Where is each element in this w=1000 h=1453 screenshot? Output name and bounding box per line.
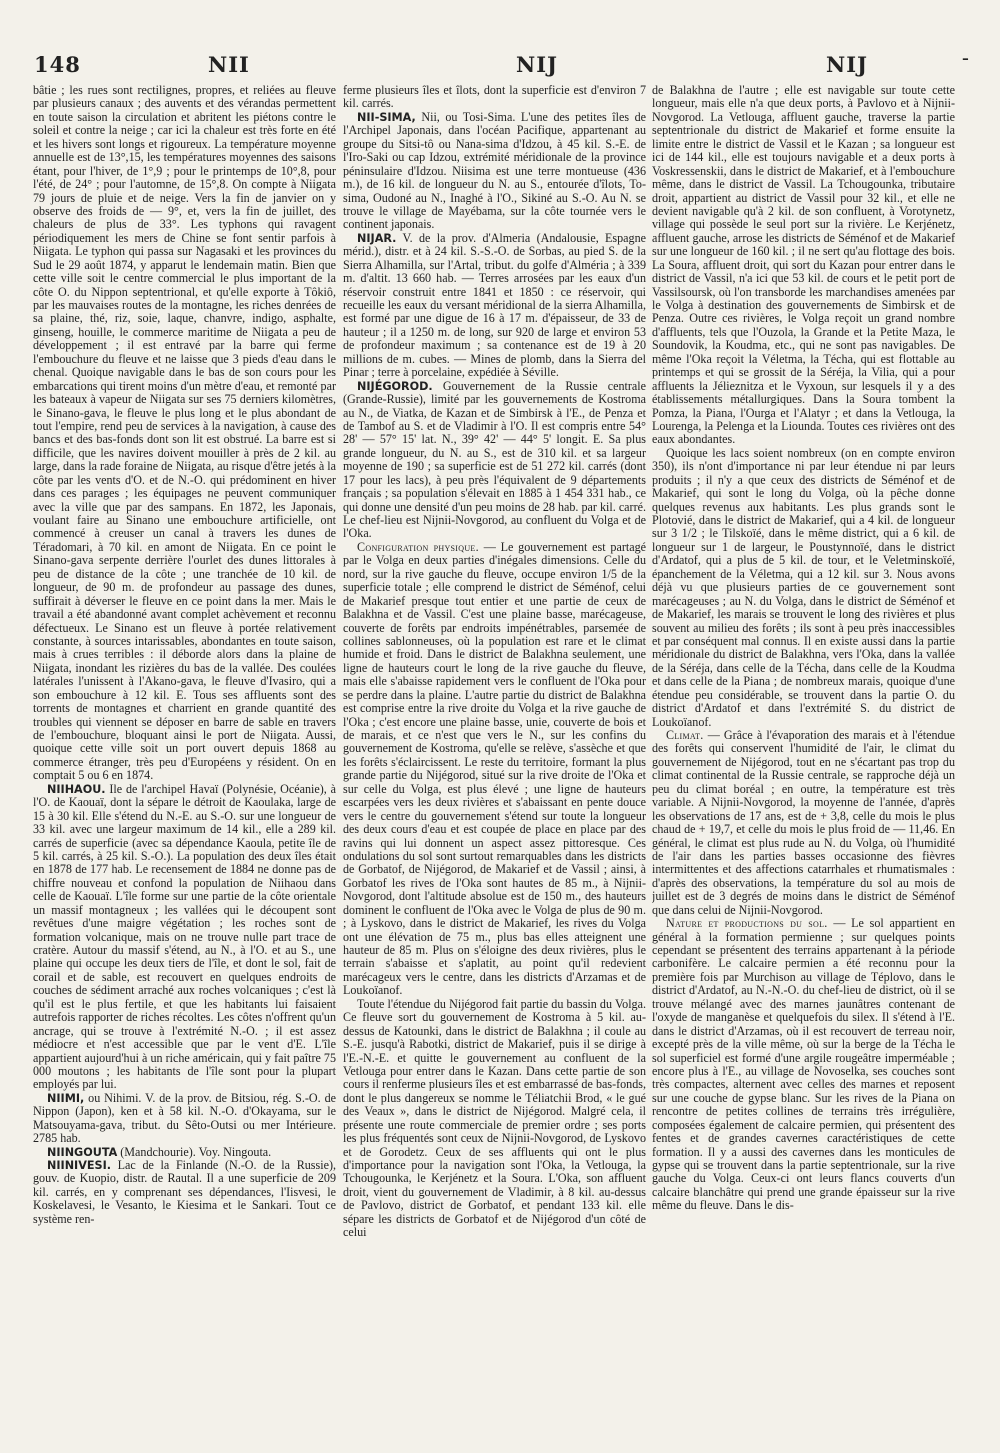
- section-heading: Climat.: [666, 728, 704, 742]
- corner-mark: -: [961, 46, 970, 70]
- running-head-right: NIJ: [826, 52, 868, 77]
- dictionary-entry: [652, 729, 955, 917]
- page-header: [30, 46, 972, 82]
- dictionary-entry: [33, 1159, 336, 1226]
- paragraph-text: — Le gouvernement est partagé par le Volga en deux parties d'inégales dimensions. Celle du nord, sur la rive gauche du fleuve, occupe environ 1/5 de la superficie totale ; elle comprend le district de Séménof, celui de Makarief presque tout entier et une partie de ceux de Balakhna et de Vassil. C'est une plaine basse, marécageuse, couverte de forêts par endroits impénétrables, parsemée de collines sablonneuses, où la population est rare et le climat humide et froid. Dans le district de Balakhna seulement, une ligne de hauteurs court le long de la rive gauche du fleuve, mais elle s'abaisse rapidement vers le confluent de l'Oka pour se perdre dans la plaine. L'autre partie du district de Balakhna est comprise entre la rive droite du Volga et la rive gauche de l'Oka ; c'est encore une plaine basse, unie, couverte de bois et de marais, et ce n'est que vers le N., sur les confins du gouvernement de Kostroma, qu'elle se relève, s'assèche et que les forêts s'éclaircissent. Le reste du territoire, formant la plus grande partie du Nijégorod, situé sur la rive droite de l'Oka et sur celle du Volga, est plus élevé ; une ligne de hauteurs escarpées vers les deux rivières et s'abaissant en pente douce vers le centre du gouvernement s'étend sur toute la longueur des deux cours d'eau et est coupée de place en place par des ravins qui lui donnent un aspect assez pittoresque. Ces ondulations du sol sont surtout remarquables dans les districts de Gorbatof, de Nijégorod, de Makarief et de Vassil ; ainsi, à Gorbatof les rives de l'Oka sont hautes de 85 m., à Nijnii-Novgorod, dont l'altitude absolue est de 150 m., des hauteurs dominent le confluent de l'Oka avec le Volga de plus de 90 m. ; à Lyskovo, dans le district de Makarief, les rives du Volga ont une élévation de 75 m., plus bas elles atteignent une hauteur de 85 m. Plus on s'éloigne des deux rivières, plus le terrain s'abaisse et s'aplatit, au point qu'il redevient marécageux vers le centre, dans les districts d'Arzamas et de Loukoïanof.: [343, 539, 646, 998]
- entry-headword: NIIHAOU.: [47, 782, 106, 796]
- paragraph-text: ferme plusieurs îles et îlots, dont la superficie est d'environ 7 kil. carrés.: [343, 84, 646, 111]
- section-heading: Configuration physique.: [357, 539, 479, 554]
- paragraph-text: (Mandchourie). Voy. Ningouta.: [117, 1144, 272, 1159]
- paragraph-text: Nii, ou Tosi-Sima. L'une des petites îles de l'Archipel Japonais, dans l'océan Pacifique, appartenant au groupe du Sitsi-tô ou Nana-sima d'Idzou, à 45 kil. S.-E. de l'Iro-Saki ou cap Idzou, extrémité méridionale de la province péninsulaire d'Idzou. Niisima est une terre montueuse (436 m.), de 16 kil. de longueur du N. au S., entourée d'îlots, To-sima, Oudoné au N., Inaghé à l'O., Sikiné au S.-O. Au N. se trouve le village de Mayébama, sur la côte tournée vers le continent japonais.: [343, 109, 646, 232]
- dictionary-entry: [343, 232, 646, 380]
- paragraph-text: — Grâce à l'évaporation des marais et à l'étendue des forêts qui conservent l'humidité de l'air, le climat du gouvernement de Nijégorod, tout en ne s'écartant pas trop du climat continental de la Russie centrale, se rapproche déjà un peu du climat boréal ; en outre, la température est très variable. A Nijnii-Novgorod, la moyenne de l'année, d'après les observations de 17 ans, est de + 3,8, celle du mois le plus chaud de + 19,7, et celle du mois le plus froid de — 11,46. En général, le climat est plus rude au N. du Volga, où l'humidité de l'air dans les parties basses occasionne des fièvres intermittentes et des affections catarrhales et rhumatismales : d'après des observations, la température du sol au mois de juillet est de 3 degrés de moins dans le district de Séménof que dans celui de Nijnii-Novgorod.: [652, 728, 955, 917]
- entry-headword: NIJÉGOROD.: [357, 379, 433, 393]
- paragraph-text: — Le sol appartient en général à la formation permienne ; sur quelques points cependant se présentent des terrains appartenant à la période carbonifère. Le calcaire permien a été reconnu pour la première fois par Murchison au village de Téplovo, dans le district d'Ardatof, au N.-N.-O. du chef-lieu de district, où il se trouve mélangé avec des marnes jaunâtres contenant de l'oxyde de manganèse et quelquefois du silex. Il s'étend à l'E. dans le district d'Arzamas, où il est recouvert de terreau noir, excepté près de la ville même, où sur la berge de la Técha le sol superficiel est formé d'une argile rougeâtre imperméable ; encore plus à l'E., au village de Novoselka, ses couches sont très compactes, alternent avec celles des marnes et reposent sur une couche de gypse blanc. Sur les rives de la Piana on rencontre de petites collines de terrains très irrégulière, composées également de calcaire permien, qui présentent des fentes et de grandes cavernes caractéristiques de cette formation. Il y a aussi des cavernes dans les monticules de gypse qui se trouvent dans la partie septentrionale, sur la rive gauche du Volga. Ceux-ci ont leurs flancs couverts d'un calcaire blanchâtre qui prend une grande épaisseur sur la rive même du fleuve. Dans le dis-: [652, 916, 955, 1213]
- dictionary-entry: [652, 917, 955, 1213]
- continued-paragraph: [33, 84, 336, 783]
- running-head-center: NIJ: [516, 52, 558, 77]
- paragraph-text: bâtie ; les rues sont rectilignes, propres, et reliées au fleuve par plusieurs canaux ; des auvents et des vérandas permettent en toute saison la circulation et abritent les piétons contre le soleil et contre la neige ; car ici la chaleur est très forte en été et les hivers sont longs et rigoureux. La température moyenne annuelle est de 13°,15, les températures moyennes des saisons étant, pour l'hiver, de 1°,9 ; pour le printemps de 10°,8, pour l'été, de 24° ; pour l'automne, de 15°,8. On compte à Niigata 79 jours de pluie et de neige. Vers la fin de janvier on y observe des froids de — 9°, et, vers la fin de juillet, des chaleurs de plus de 33°. Les typhons qui ravagent périodiquement les mers de Chine se font sentir parfois à Niigata. Le typhon qui passa sur Nagasaki et les provinces du Sud le 29 août 1874, y apparut le lendemain matin. Bien que cette ville soit le centre commercial le plus important de la côte O. du Nippon septentrional, et qu'elle exporte à Tôkiô, par les mauvaises routes de la montagne, les riches denrées de sa plaine, thé, riz, soie, laque, chanvre, indigo, asphalte, ginseng, houille, le commerce maritime de Niigata a peu de développement ; il est entravé par la barre qui ferme l'embouchure du fleuve et ne laisse que 3 pieds d'eau dans le chenal. Quoique navigable dans le bas de son cours pour les embarcations qui tirent moins d'un mètre d'eau, et remonté par les bateaux à vapeur de Niigata sur ses 75 derniers kilomètres, le Sinano-gava, le fleuve le plus long et le plus abondant de tout l'empire, rend peu de services à la navigation, à cause des bancs et des bas-fonds dont son lit est obstrué. La barre est si difficile, que les navires doivent mouiller à près de 2 kil. au large, dans la rade foraine de Niigata, au risque d'être jetés à la côte par les vents d'O. et de N.-O. qui prédominent en hiver dans ces parages ; les équipages ne peuvent communiquer avec la ville que par des sampans. En 1872, les Japonais, voulant faire au Sinano une embouchure artificielle, ont commencé à creuser un canal à travers les dunes de Téradomari, à 70 kil. en amont de Niigata. En ce point le Sinano-gava serpente derrière l'ourlet des dunes littorales à peu de distance de la côte ; une tranchée de 10 kil. de longueur, de 90 m. de profondeur au passage des dunes, suffirait à déverser le fleuve en ce point dans la mer. Mais le travail a été abandonné avant complet achèvement et reconnu défectueux. Le Sinano est un fleuve à portée relativement constante, à sources intarissables, abondantes en toute saison, mais à crues terribles : il déborde alors dans la plaine de Niigata, inondant les rizières du bas de la vallée. Des coulées latérales l'unissent à l'Akano-gava, le fleuve d'Ivasiro, qui a son embouchure à 12 kil. E. Tous ses affluents sont des torrents de montagnes et charrient en grande quantité des troubles qui viennent se déposer en barre de sable en travers de l'embouchure, bloquant ainsi le port de Niigata. Aussi, quoique cette ville soit un port ouvert depuis 1868 au commerce étranger, très peu d'Européens y résident. On en comptait 5 ou 6 en 1874.: [33, 84, 336, 783]
- paragraph-text: Ile de l'archipel Havaï (Polynésie, Océanie), à l'O. de Kaouaï, dont la sépare le détroit de Kaoulaka, large de 15 à 30 kil. Elle s'étend du N.-E. au S.-O. sur une longueur de 33 kil. avec une largeur maximum de 14 kil., elle a 289 kil. carrés de superficie (avec sa dépendance Kaoula, petite île de 5 kil. carrés, à 25 kil. S.-O.). La population des deux îles était en 1878 de 177 hab. Le recensement de 1884 ne donne pas de chiffre nouveau et confond la population de Niihaou dans celle de Kaouaï. L'île forme sur une partie de la côte orientale un massif montagneux ; les vallées qui le découpent sont revêtues d'une maigre végétation ; les roches sont de formation volcanique, mais on ne trouve nulle part trace de cratère. Autour du massif s'étend, au N., à l'O. et au S., une plaine qui occupe les deux tiers de l'île, et dont le sol, fait de corail et de sable, est recouvert en quelques endroits de couches de sédiment arraché aux roches volcaniques ; c'est là qu'il est le plus fertile, et que les habitants lui faisaient autrefois rapporter de riches récoltes. Les côtes n'offrent qu'un ancrage, qui se trouve à l'extrémité N.-O. ; il est assez médiocre et n'est accessible que par le vent d'E. L'île appartient aujourd'hui à un riche américain, qui y fait paître 75 000 moutons ; les habitants de l'île sont pour la plupart employés par lui.: [33, 781, 336, 1092]
- paragraph: [652, 447, 955, 729]
- paragraph-text: V. de la prov. d'Almeria (Andalousie, Espagne mérid.), distr. et à 24 kil. S.-S.-O. de Sorbas, au pied S. de la Sierra Alhamilla, sur l'Artal, tribut. du golfe d'Alméria ; à 339 m. d'altit. 13 660 hab. — Terres arrosées par les eaux d'un réservoir construit entre 1841 et 1850 : ce réservoir, qui recueille les eaux du versant méridional de la sierra Alhamilla, est formé par une digue de 16 à 17 m. d'épaisseur, de 33 de hauteur ; il a 1250 m. de long, sur 920 de large et environ 53 de profondeur maximum ; sa contenance est de 19 à 20 millions de m. cubes. — Mines de plomb, dans la Sierra del Pinar ; terre à porcelaine, expédiée à Séville.: [343, 230, 646, 380]
- page-number: 148: [34, 52, 81, 77]
- dictionary-entry: [33, 783, 336, 1092]
- dictionary-entry: [33, 1146, 336, 1159]
- entry-headword: NIINGOUTA: [47, 1145, 118, 1159]
- paragraph-text: ou Nihimi. V. de la prov. de Bitsiou, rég. S.-O. de Nippon (Japon), ken et à 58 kil. N.-O. d'Okayama, sur le Matsouyama-gava, tribut. du Sêto-Outsi ou mer Intérieure. 2785 hab.: [33, 1090, 336, 1146]
- entry-headword: NIJAR.: [357, 231, 397, 245]
- text-column-right: [652, 84, 955, 1446]
- text-column-left: [33, 84, 336, 1446]
- paragraph-text: de Balakhna de l'autre ; elle est navigable sur toute cette longueur, mais elle n'a que deux ports, à Pavlovo et à Nijnii-Novgorod. La Vetlouga, affluent gauche, traverse la partie septentrionale du district de Makarief et forme ensuite la limite entre le district de Vassil et le Kazan ; sa longueur est ici de 144 kil., elle est toujours navigable et a deux ports à Voskressenskii, dans le district de Makarief, et à l'embouchure même, dans le district de Vassil. La Tchougounka, tributaire droit, appartient au district de Vassil pour 32 kil., et elle ne devient navigable qu'à 2 kil. de son confluent, à Vorotynetz, village qui possède le seul port sur la rivière. Le Kerjénetz, affluent gauche, arrose les districts de Séménof et de Makarief sur une longueur de 160 kil. ; il ne sert qu'au flottage des bois. La Soura, affluent droit, qui sort du Kazan pour entrer dans le district de Vassil, n'a ici que 53 kil. de cours et le petit port de Vassilsoursk, où l'on transborde les marchandises amenées par le Volga à destination des gouvernements de Simbirsk et de Penza. Outre ces rivières, le Volga reçoit un grand nombre d'affluents, tels que l'Ouzola, la Grande et la Petite Maza, le Soundovik, la Koudma, etc., qui ne sont pas navigables. De même l'Oka reçoit la Véletma, la Técha, qui est flottable au printemps et qui se grossit de la Séréja, la Vilia, qui a pour affluents la Jélieznitza et le Vyxoun, sur lesquels il y a des établissements métallurgiques. Dans la Soura tombent la Pomza, la Piana, l'Ourga et l'Alatyr ; et dans la Vetlouga, la Lourenga, la Pelenga et la Liounda. Toutes ces rivières ont des eaux abondantes.: [652, 84, 955, 447]
- entry-headword: NIIMI,: [47, 1091, 85, 1105]
- paragraph-text: Gouvernement de la Russie centrale (Grande-Russie), limité par les gouvernements de Kostroma au N., de Viatka, de Kazan et de Simbirsk à l'E., de Penza et de Tambof au S. et de Vladimir à l'O. Il est compris entre 54° 28' — 57° 15' lat. N., 39° 42' — 44° 5' longit. E. Sa plus grande longueur, du N. au S., est de 310 kil. et sa largeur moyenne de 190 ; sa superficie est de 51 272 kil. carrés (dont 17 pour les lacs), à peu près l'équivalent de 9 départements français ; sa population s'élevait en 1885 à 1 454 331 hab., ce qui donne une densité d'un peu moins de 28 hab. par kil. carré. Le chef-lieu est Nijnii-Novgorod, au confluent du Volga et de l'Oka.: [343, 378, 646, 541]
- paragraph-text: Toute l'étendue du Nijégorod fait partie du bassin du Volga. Ce fleuve sort du gouvernement de Kostroma à 5 kil. au-dessus de Katounki, dans le district de Balakhna ; il coule au S.-E. jusqu'à Rabotki, district de Makarief, puis il se dirige à l'E.-N.-E. et quitte le gouvernement au confluent de la Vetlouga pour entrer dans le Kazan. Dans cette partie de son cours il renferme plusieurs îles et est embarrassé de bas-fonds, dont le plus dangereux se nomme le Téliatchii Brod, « le gué des Veaux », dans le district de Nijégorod. Malgré cela, il présente une route commerciale de premier ordre ; ses ports les plus fréquentés sont ceux de Nijnii-Novgorod, de Lyskovo et de Gorodetz. Ceux de ses affluents qui ont le plus d'importance pour la navigation sont l'Oka, la Vetlouga, la Tchougounka, le Kerjénetz et la Soura. L'Oka, son affluent droit, vient du gouvernement de Vladimir, à 8 kil. au-dessus de Pavlovo, district de Gorbatof, et pendant 133 kil. elle sépare les districts de Gorbatof et de Nijégorod d'un côté de celui: [343, 996, 646, 1240]
- running-head-left: NII: [208, 52, 250, 77]
- paragraph: [343, 998, 646, 1240]
- paragraph-text: Quoique les lacs soient nombreux (on en compte environ 350), ils n'ont d'importance ni par leur étendue ni par leurs produits ; il n'y a que ceux des districts de Séménof et de Makarief, qui sont le long du Volga, où la pêche donne quelques revenus aux habitants. Les plus grands sont le Plotovié, dans le district de Makarief, qui a 4 kil. de longueur sur 3 1/2 ; le Tilskoïé, dans le même district, qui a 6 kil. de longueur sur 1 de largeur, le Poustynnoïé, dans le district d'Ardatof, qui a plus de 5 kil. de tour, et le Veletminskoïé, épanchement de la Véletma, qui a 12 kil. sur 3. Nous avons déjà vu que plusieurs parties de ce gouvernement sont marécageuses ; au N. du Volga, dans le district de Séménof et de Makarief, les marais se trouvent le long des rivières et plus souvent au milieu des forêts ; ils sont à peu près inaccessibles et par conséquent mal connus. Il en existe aussi dans la partie méridionale du district de Balakhna, vers l'Oka, dans la vallée de la Séréja, dans celle de la Técha, dans celle de la Koudma et dans celle de la Piana ; de nombreux marais, quoique d'une étendue peu considérable, se trouvent dans la partie O. du district d'Ardatof et dans l'extrémité S. du district de Loukoïanof.: [652, 445, 955, 729]
- paragraph-text: Lac de la Finlande (N.-O. de la Russie), gouv. de Kuopio, distr. de Rautal. Il a une superficie de 209 kil. carrés, en y comprenant ses dépendances, l'Iisvesi, le Koskelavesi, le Vesanto, le Kiesima et le Sankari. Tout ce système ren-: [33, 1158, 336, 1226]
- section-heading: Nature et productions du sol.: [666, 916, 828, 931]
- dictionary-entry: [343, 380, 646, 541]
- dictionary-entry: [343, 111, 646, 232]
- entry-headword: NIINIVESI.: [47, 1159, 111, 1172]
- dictionary-entry: [343, 541, 646, 998]
- continued-paragraph: [343, 84, 646, 111]
- entry-headword: NII-SIMA,: [357, 110, 416, 124]
- text-column-center: [343, 84, 646, 1446]
- continued-paragraph: [652, 84, 955, 447]
- dictionary-entry: [33, 1092, 336, 1146]
